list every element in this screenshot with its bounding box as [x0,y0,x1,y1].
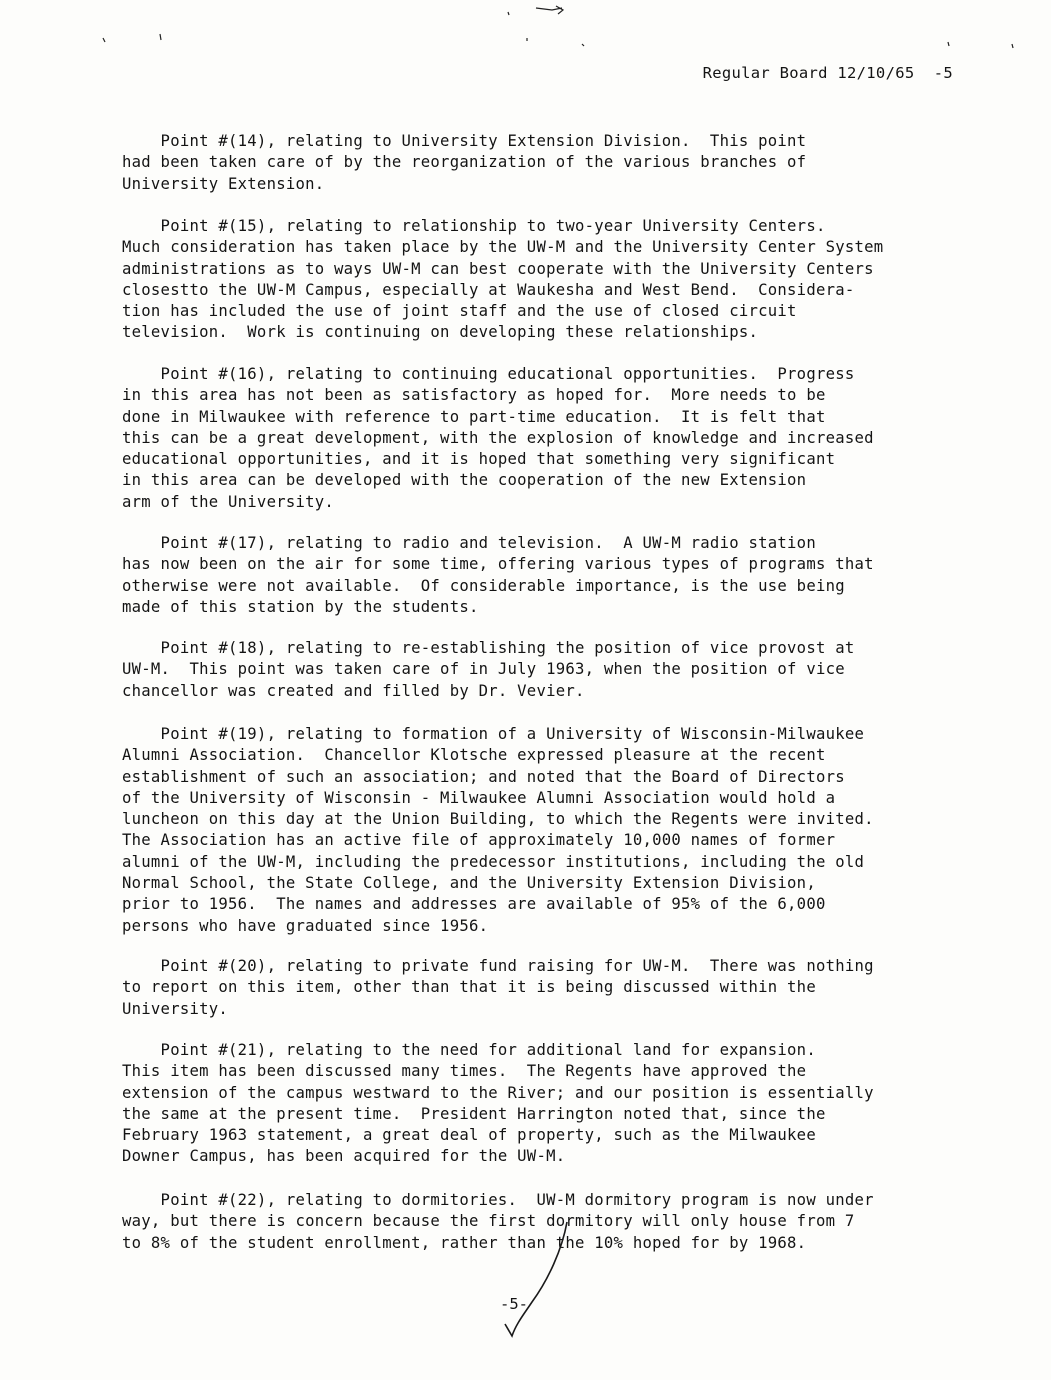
text-line: establishment of such an association; and noted that the Board of Directors [122,767,845,786]
text-line: Downer Campus, has been acquired for the UW-M. [122,1147,566,1166]
text-line: Much consideration has taken place by the UW-M and the University Center System [122,238,884,257]
text-line: otherwise were not available. Of considerable importance, is the use being [122,576,845,595]
text-line: Point #(18), relating to re-establishing the position of vice provost at [122,639,855,657]
text-line: this can be a great development, with the explosion of knowledge and increased [122,428,874,447]
paragraph-point-18 [122,638,972,702]
text-line: Point #(22), relating to dormitories. UW-M dormitory program is now under [122,1191,874,1209]
text-line: in this area has not been as satisfactory as hoped for. More needs to be [122,386,826,405]
paragraph-point-17 [122,533,972,618]
text-line: television. Work is continuing on developing these relationships. [122,323,759,342]
text-line: UW-M. This point was taken care of in July 1963, when the position of vice [122,660,845,679]
text-line: extension of the campus westward to the River; and our position is essentially [122,1083,874,1102]
text-line: alumni of the UW-M, including the predecessor institutions, including the old [122,852,865,871]
text-line: educational opportunities, and it is hoped that something very significant [122,450,836,469]
scan-speck [1012,44,1013,48]
text-line: to report on this item, other than that it is being discussed within the [122,978,816,997]
text-line: University. [122,999,229,1018]
paragraph-point-20 [122,956,972,1020]
text-line: tion has included the use of joint staff and the use of closed circuit [122,302,797,321]
page-number-footer: -5- [500,1295,528,1313]
paragraph-point-22 [122,1190,972,1254]
paragraph-point-19 [122,724,972,937]
text-line: done in Milwaukee with reference to part-time education. It is felt that [122,407,826,426]
text-line: prior to 1956. The names and addresses are available of 95% of the 6,000 [122,895,826,914]
text-line: way, but there is concern because the first dormitory will only house from 7 [122,1212,855,1231]
text-line: Point #(16), relating to continuing educational opportunities. Progress [122,365,855,383]
text-line: arm of the University. [122,492,335,511]
paragraph-point-15 [122,216,972,344]
text-line: persons who have graduated since 1956. [122,916,489,935]
text-line: has now been on the air for some time, offering various types of programs that [122,555,874,574]
scan-speck [160,34,161,40]
text-line: of the University of Wisconsin - Milwaukee Alumni Association would hold a [122,788,836,807]
text-line: Point #(17), relating to radio and television. A UW-M radio station [122,534,816,552]
scan-speck [582,44,584,46]
scan-speck [508,12,509,15]
text-line: in this area can be developed with the cooperation of the new Extension [122,471,807,490]
text-line: the same at the present time. President Harrington noted that, since the [122,1104,826,1123]
text-line: closestto the UW-M Campus, especially at Waukesha and West Bend. Considera- [122,280,855,299]
text-line: Point #(20), relating to private fund raising for UW-M. There was nothing [122,957,874,975]
text-line: Point #(19), relating to formation of a University of Wisconsin-Milwaukee [122,725,865,743]
text-line: Point #(15), relating to relationship to two-year University Centers. [122,217,826,235]
text-line: The Association has an active file of approximately 10,000 names of former [122,831,836,850]
page-header: Regular Board 12/10/65 -5 [702,64,953,82]
text-line: Point #(14), relating to University Extension Division. This point [122,132,807,150]
scan-speck [536,6,563,14]
text-line: Normal School, the State College, and the University Extension Division, [122,874,816,893]
paragraph-point-16 [122,364,972,513]
text-line: had been taken care of by the reorganization of the various branches of [122,153,807,172]
text-line: administrations as to ways UW-M can best cooperate with the University Centers [122,259,874,278]
text-line: This item has been discussed many times. The Regents have approved the [122,1062,807,1081]
scan-speck [103,38,105,42]
text-line: made of this station by the students. [122,597,479,616]
text-line: Alumni Association. Chancellor Klotsche expressed pleasure at the recent [122,746,826,765]
paragraph-point-21 [122,1040,972,1168]
text-line: to 8% of the student enrollment, rather than the 10% hoped for by 1968. [122,1233,807,1252]
scan-speck [948,42,949,46]
text-line: University Extension. [122,174,325,193]
text-line: luncheon on this day at the Union Building, to which the Regents were invited. [122,810,874,829]
text-line: Point #(21), relating to the need for additional land for expansion. [122,1041,816,1059]
paragraph-point-14 [122,131,972,195]
text-line: February 1963 statement, a great deal of property, such as the Milwaukee [122,1126,816,1145]
text-line: chancellor was created and filled by Dr. Vevier. [122,681,585,700]
